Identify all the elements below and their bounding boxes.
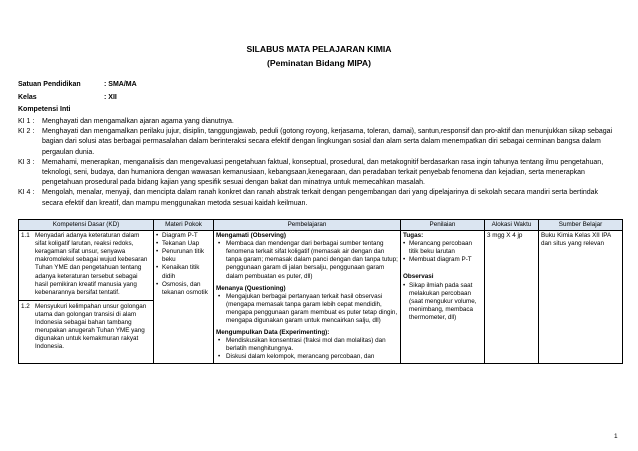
- kd-item: [21, 303, 151, 352]
- list-item: • Diskusi dalam kelompok, merancang percobaan, dan: [216, 353, 398, 361]
- ki-label: KI 4 :: [18, 189, 35, 197]
- kd-divider: [19, 300, 153, 301]
- kd-number: 1.2: [21, 302, 30, 310]
- kd-item: [21, 232, 151, 297]
- penilaian-heading: Tugas:: [403, 232, 424, 240]
- ki-item: [18, 127, 618, 158]
- header-pembelajaran: Pembelajaran: [214, 220, 401, 231]
- penilaian-heading: Observasi: [403, 273, 434, 281]
- cell-materi-pokok: [154, 231, 214, 363]
- pembelajaran-heading: Mengumpulkan Data (Experimenting):: [216, 329, 330, 337]
- list-item: • Membuat diagram P-T: [403, 256, 482, 264]
- ki-text: Memahami, menerapkan, menganalisis dan mengevaluasi pengetahuan faktual, konseptual, prosedural, dan metakognitif berdasarkan rasa ingin tahunya tentang ilmu pengetahuan, teknologi, seni, budaya, dan humaniora dengan wawasan kemanusiaan, kebangsaan,kenegaraan, dan peradaban terkait penyebab fenomena dan kejadian, serta menerapkan pengetahuan prosedural pada bidang kajian yang spesifik sesuai dengan bakat dan minatnya untuk memecahkan masalah.: [42, 158, 604, 187]
- ki-label: KI 2 :: [18, 128, 35, 136]
- list-item: • Penurunan titik beku: [156, 248, 211, 264]
- header-kompetensi-dasar: Kompetensi Dasar (KD): [19, 220, 154, 231]
- cell-sumber-belajar: Buku Kimia Kelas XII IPA dan situs yang relevan: [539, 231, 623, 363]
- list-item: • Membaca dan mendengar dari berbagai sumber tentang fenomena terkait sifat koligatif (memasak air dengan dan tanpa garam; memasak dalam panci dengan dan tanpa tutup; penggunaan garam di jalan bersalju, penggunaan garam dalam pembuatan es puter, dll): [216, 240, 398, 280]
- document-title: SILABUS MATA PELAJARAN KIMIA: [246, 44, 392, 54]
- list-item: • Mendiskusikan konsentrasi (fraksi mol dan molalitas) dan berlatih menghitungnya.: [216, 337, 398, 353]
- ki-item: [18, 117, 618, 127]
- meta-kelas: [18, 92, 117, 103]
- document-subtitle: (Peminatan Bidang MIPA): [267, 58, 371, 68]
- ki-text: Mengolah, menalar, menyaji, dan mencipta dalam ranah konkret dan ranah abstrak terkait dengan pengembangan dari yang dipelajarinya di sekolah secara mandiri serta bertindak secara efektif dan kreatif, dan mampu menggunakan metoda sesuai kaidah keilmuan.: [42, 189, 599, 207]
- ki-label: KI 3 :: [18, 158, 35, 166]
- table-header-row: [19, 220, 623, 231]
- pembelajaran-list: [216, 240, 398, 280]
- pembelajaran-list: [216, 293, 398, 325]
- penilaian-tugas-list: [403, 240, 482, 264]
- kd-text: Mensyukuri kelimpahan unsur golongan utama dan golongan transisi di alam Indonesia sebagai bahan tambang merupakan anugerah Tuhan YME yang digunakan untuk kemakmuran rakyat Indonesia.: [35, 302, 147, 351]
- kd-number: 1.1: [21, 232, 30, 240]
- kd-text: Menyadari adanya keteraturan dalam sifat koligatif larutan, reaksi redoks, keragaman sifat unsur, senyawa makromolekul sebagai wujud kebesaran Tuhan YME dan pengetahuan tentang adanya keteraturan tersebut sebagai hasil pemikiran kreatif manusia yang kebenarannya bersifat tentatif.: [35, 232, 148, 296]
- ki-label: KI 1 :: [18, 118, 35, 125]
- pembelajaran-list: [216, 337, 398, 361]
- cell-alokasi-waktu: 3 mgg X 4 jp: [485, 231, 539, 363]
- header-alokasi-waktu: Alokasi Waktu: [485, 220, 539, 231]
- list-item: • Tekanan Uap: [156, 240, 211, 248]
- page-number: 1: [614, 433, 618, 440]
- syllabus-table: [18, 219, 623, 364]
- kompetensi-inti-heading: Kompetensi Inti: [18, 106, 71, 113]
- header-sumber-belajar: Sumber Belajar: [539, 220, 623, 231]
- pembelajaran-heading: Menanya (Questioning): [216, 284, 286, 292]
- list-item: • Merancang percobaan titik beku larutan: [403, 240, 482, 256]
- meta-satuan-value: : SMA/MA: [104, 81, 137, 88]
- meta-kelas-value: : XII: [104, 94, 117, 101]
- header-materi-pokok: Materi Pokok: [154, 220, 214, 231]
- header-penilaian: Penilaian: [401, 220, 485, 231]
- ki-text: Menghayati dan mengamalkan perilaku jujur, disiplin, tanggungjawab, peduli (gotong royong, kerjasama, toleran, damai), santun,responsif dan pro-aktif dan menunjukkan sikap sebagai bagian dari solusi atas berbagai permasalahan dalam berinteraksi secara efektif dengan lingkungan sosial dan alam serta dalam menempatkan diri sebagai cerminan bangsa dalam pergaulan dunia.: [42, 128, 613, 156]
- penilaian-observasi-list: [403, 282, 482, 322]
- table-row: [19, 231, 623, 363]
- materi-list: [156, 232, 211, 297]
- cell-pembelajaran: [214, 231, 401, 363]
- kompetensi-inti-list: [18, 117, 618, 209]
- meta-satuan: [18, 79, 137, 90]
- pembelajaran-heading: Mengamati (Observing): [216, 232, 286, 240]
- list-item: • Diagram P-T: [156, 232, 211, 240]
- cell-penilaian: [401, 231, 485, 363]
- list-item: • Osmosis, dan tekanan osmotik: [156, 281, 211, 297]
- meta-satuan-label: Satuan Pendidikan: [18, 81, 81, 88]
- list-item: • Kenaikan titik didih: [156, 264, 211, 280]
- ki-item: [18, 158, 618, 189]
- list-item: • Mengajukan berbagai pertanyaan terkait hasil observasi (mengapa memasak tanpa garam lebih cepat mendidih, mengapa penggunaan garam membuat es puter tetap dingin, mengapa digunakan garam untuk mencairkan salju, dll): [216, 293, 398, 325]
- list-item: • Sikap ilmiah pada saat melakukan percobaan (saat mengukur volume, menimbang, membaca thermometer, dll): [403, 282, 482, 322]
- ki-text: Menghayati dan mengamalkan ajaran agama yang dianutnya.: [42, 118, 234, 125]
- meta-kelas-label: Kelas: [18, 94, 37, 101]
- ki-item: [18, 188, 618, 208]
- cell-kompetensi-dasar: [19, 231, 154, 363]
